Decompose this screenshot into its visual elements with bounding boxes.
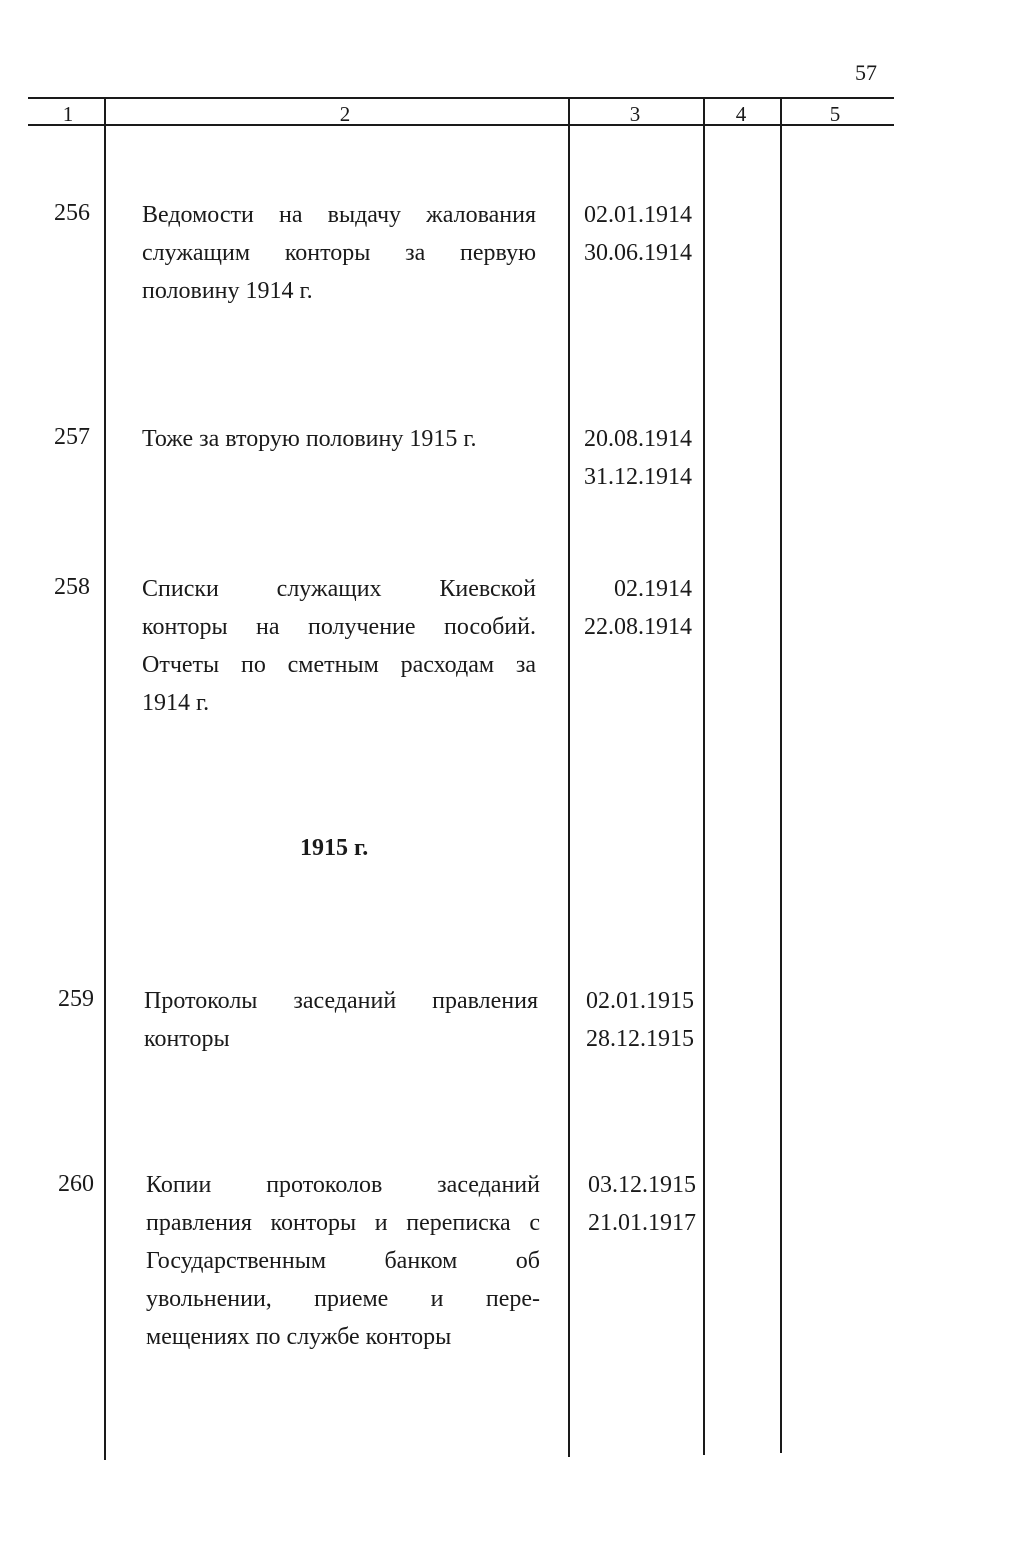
description-line: правления конторы и переписка с <box>146 1210 540 1236</box>
record-dates <box>572 420 692 496</box>
description-line: Отчеты по сметным расходам за <box>142 652 536 678</box>
header-top-rule <box>28 97 894 99</box>
column-divider-2-3 <box>568 97 570 1457</box>
header-bottom-rule <box>28 124 894 126</box>
end-date: 28.12.1915 <box>586 1026 694 1052</box>
column-header-1: 1 <box>62 102 74 126</box>
record-description <box>144 982 538 1058</box>
description-line: 1914 г. <box>142 690 210 716</box>
start-date: 20.08.1914 <box>584 426 692 452</box>
column-header-5: 5 <box>829 102 841 126</box>
end-date: 22.08.1914 <box>584 614 692 640</box>
record-number: 257 <box>54 424 90 450</box>
end-date: 30.06.1914 <box>584 240 692 266</box>
description-line: служащим конторы за первую <box>142 240 536 266</box>
end-date: 31.12.1914 <box>584 464 692 490</box>
description-line: увольнении, приеме и пере- <box>146 1286 540 1312</box>
record-number: 256 <box>54 200 90 226</box>
start-date: 02.01.1914 <box>584 202 692 228</box>
record-description <box>142 420 536 458</box>
column-divider-4-5 <box>780 97 782 1453</box>
record-description <box>142 570 536 722</box>
description-line: Протоколы заседаний правления <box>144 988 538 1014</box>
column-header-3: 3 <box>629 102 641 126</box>
record-description <box>146 1166 540 1356</box>
description-line: конторы <box>144 1026 230 1052</box>
column-divider-3-4 <box>703 97 705 1455</box>
description-line: конторы на получение пособий. <box>142 614 536 640</box>
record-number: 258 <box>54 574 90 600</box>
record-dates <box>572 570 692 646</box>
start-date: 02.1914 <box>614 576 692 602</box>
description-line: Государственным банком об <box>146 1248 540 1274</box>
description-line: мещениях по службе конторы <box>146 1324 452 1350</box>
column-header-4: 4 <box>735 102 747 126</box>
description-line: половину 1914 г. <box>142 278 313 304</box>
record-dates <box>574 982 694 1058</box>
record-dates <box>572 196 692 272</box>
start-date: 02.01.1915 <box>586 988 694 1014</box>
description-line: Ведомости на выдачу жалования <box>142 202 536 228</box>
record-number: 260 <box>58 1171 94 1197</box>
section-heading: 1915 г. <box>300 835 369 861</box>
end-date: 21.01.1917 <box>588 1210 696 1236</box>
column-divider-1-2 <box>104 97 106 1460</box>
start-date: 03.12.1915 <box>588 1172 696 1198</box>
record-number: 259 <box>58 986 94 1012</box>
record-dates <box>576 1166 696 1242</box>
description-line: Копии протоколов заседаний <box>146 1172 540 1198</box>
page-number: 57 <box>855 60 877 85</box>
record-description <box>142 196 536 310</box>
description-line: Тоже за вторую половину 1915 г. <box>142 426 477 452</box>
column-header-2: 2 <box>339 102 351 126</box>
description-line: Списки служащих Киевской <box>142 576 536 602</box>
